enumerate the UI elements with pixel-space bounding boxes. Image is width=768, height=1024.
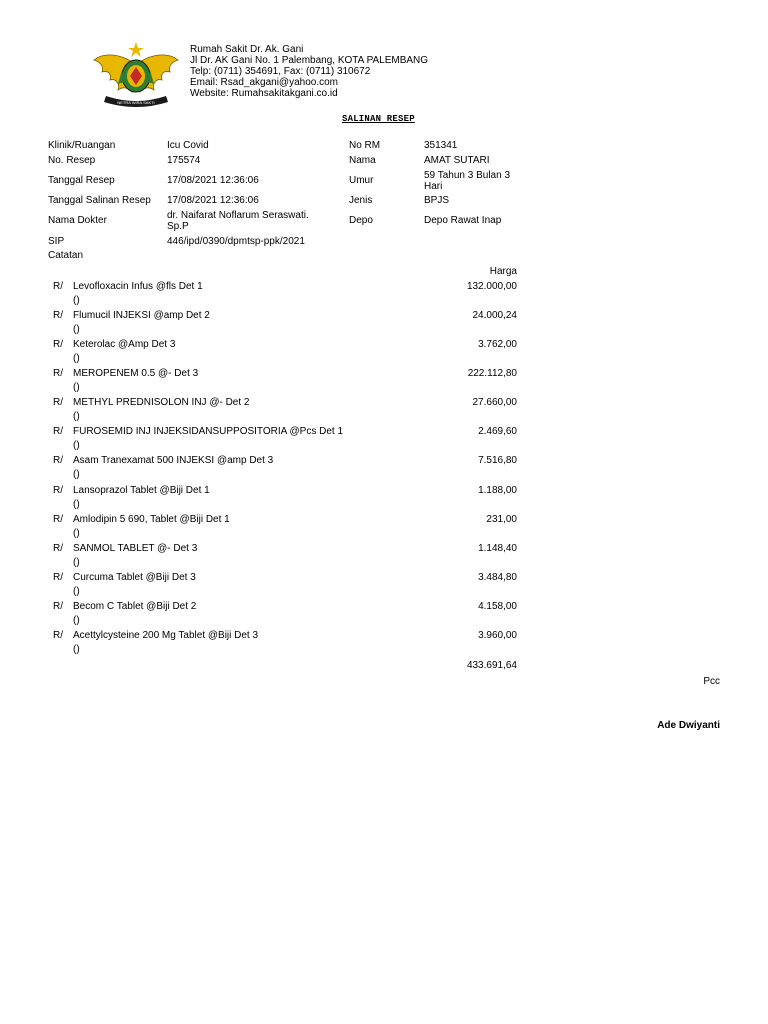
medicine-price: 2.469,60 — [478, 426, 517, 437]
info-value-sip: 446/ipd/0390/dpmtsp-ppk/2021 — [167, 236, 305, 247]
medicine-note: () — [73, 353, 80, 364]
rx-prefix: R/ — [53, 310, 63, 321]
medicine-note: () — [73, 295, 80, 306]
info-label-tanggal-resep: Tanggal Resep — [48, 175, 115, 186]
info-label-no-rm: No RM — [349, 140, 381, 151]
medicine-name: Curcuma Tablet @Biji Det 3 — [73, 572, 196, 583]
medicine-name: Flumucil INJEKSI @amp Det 2 — [73, 310, 210, 321]
medicine-note: () — [73, 469, 80, 480]
medicine-price: 231,00 — [486, 514, 517, 525]
medicine-price: 27.660,00 — [472, 397, 517, 408]
info-label-klinik: Klinik/Ruangan — [48, 140, 116, 151]
signer-name: Ade Dwiyanti — [657, 720, 720, 731]
rx-prefix: R/ — [53, 485, 63, 496]
rx-prefix: R/ — [53, 426, 63, 437]
medicine-price: 24.000,24 — [472, 310, 517, 321]
medicine-name: Keterolac @Amp Det 3 — [73, 339, 176, 350]
info-label-nama: Nama — [349, 155, 376, 166]
rx-prefix: R/ — [53, 339, 63, 350]
info-label-sip: SIP — [48, 236, 65, 247]
info-label-tanggal-salinan: Tanggal Salinan Resep — [48, 195, 151, 206]
medicine-name: Lansoprazol Tablet @Biji Det 1 — [73, 485, 210, 496]
medicine-note: () — [73, 615, 80, 626]
info-value-no-resep: 175574 — [167, 155, 201, 166]
star-icon — [128, 42, 144, 57]
medicine-note: () — [73, 324, 80, 335]
info-value-umur: 59 Tahun 3 Bulan 3 Hari — [424, 170, 511, 192]
info-value-klinik: Icu Covid — [167, 140, 209, 151]
medicine-price: 7.516,80 — [478, 455, 517, 466]
info-value-nama-dokter: dr. Naifarat Noflarum Seraswati. Sp.P — [167, 210, 309, 232]
rx-prefix: R/ — [53, 572, 63, 583]
medicine-price: 1.148,40 — [478, 543, 517, 554]
rx-prefix: R/ — [53, 543, 63, 554]
info-label-umur: Umur — [349, 175, 374, 186]
medicine-name: SANMOL TABLET @- Det 3 — [73, 543, 198, 554]
total-price: 433.691,64 — [466, 660, 517, 671]
hospital-website: Website: Rumahsakitakgani.co.id — [190, 88, 338, 99]
banner-text: NETRA WIRA SAKTI — [117, 100, 155, 105]
medicine-price: 1.188,00 — [478, 485, 517, 496]
medicine-note: () — [73, 557, 80, 568]
medicine-note: () — [73, 382, 80, 393]
rx-prefix: R/ — [53, 281, 63, 292]
medicine-name: Amlodipin 5 690, Tablet @Biji Det 1 — [73, 514, 230, 525]
rx-prefix: R/ — [53, 630, 63, 641]
medicine-price: 3.960,00 — [478, 630, 517, 641]
hospital-address: Jl Dr. AK Gani No. 1 Palembang, KOTA PALEMBANG — [190, 55, 429, 66]
medicine-note: () — [73, 411, 80, 422]
info-value-no-rm: 351341 — [424, 140, 458, 151]
info-label-catatan: Catatan — [48, 250, 84, 261]
hospital-phone: Telp: (0711) 354691, Fax: (0711) 310672 — [190, 66, 371, 77]
info-value-depo: Depo Rawat Inap — [424, 215, 502, 226]
info-value-nama: AMAT SUTARI — [424, 155, 490, 166]
medicine-note: () — [73, 499, 80, 510]
medicine-price: 4.158,00 — [478, 601, 517, 612]
medicine-price: 3.762,00 — [478, 339, 517, 350]
info-value-tanggal-salinan: 17/08/2021 12:36:06 — [167, 195, 259, 206]
price-column-header: Harga — [489, 266, 517, 277]
medicine-name: Becom C Tablet @Biji Det 2 — [73, 601, 197, 612]
medicine-note: () — [73, 440, 80, 451]
medicine-name: METHYL PREDNISOLON INJ @- Det 2 — [73, 397, 250, 408]
info-value-jenis: BPJS — [424, 195, 450, 206]
medicine-price: 132.000,00 — [466, 281, 517, 292]
pcc-label: Pcc — [703, 676, 720, 687]
document-title: SALINAN RESEP — [342, 114, 415, 124]
info-value-tanggal-resep: 17/08/2021 12:36:06 — [167, 175, 259, 186]
rx-prefix: R/ — [53, 397, 63, 408]
info-label-no-resep: No. Resep — [48, 155, 96, 166]
medicine-name: FUROSEMID INJ INJEKSIDANSUPPOSITORIA @Pcs Det 1 — [73, 426, 344, 437]
rx-prefix: R/ — [53, 601, 63, 612]
rx-prefix: R/ — [53, 368, 63, 379]
medicine-note: () — [73, 586, 80, 597]
medicine-note: () — [73, 644, 80, 655]
hospital-email: Email: Rsad_akgani@yahoo.com — [190, 77, 339, 88]
info-label-depo: Depo — [349, 215, 373, 226]
rx-prefix: R/ — [53, 455, 63, 466]
info-label-nama-dokter: Nama Dokter — [48, 215, 107, 226]
rx-prefix: R/ — [53, 514, 63, 525]
info-label-jenis: Jenis — [349, 195, 373, 206]
medicine-name: Asam Tranexamat 500 INJEKSI @amp Det 3 — [73, 455, 274, 466]
hospital-name: Rumah Sakit Dr. Ak. Gani — [190, 44, 304, 55]
medicine-note: () — [73, 528, 80, 539]
medicine-name: Acettylcysteine 200 Mg Tablet @Biji Det 3 — [73, 630, 259, 641]
hospital-emblem-logo — [92, 40, 180, 112]
medicine-price: 3.484,80 — [478, 572, 517, 583]
medicine-name: Levofloxacin Infus @fls Det 1 — [73, 281, 203, 292]
medicine-price: 222.112,80 — [467, 368, 517, 379]
medicine-name: MEROPENEM 0.5 @- Det 3 — [73, 368, 199, 379]
